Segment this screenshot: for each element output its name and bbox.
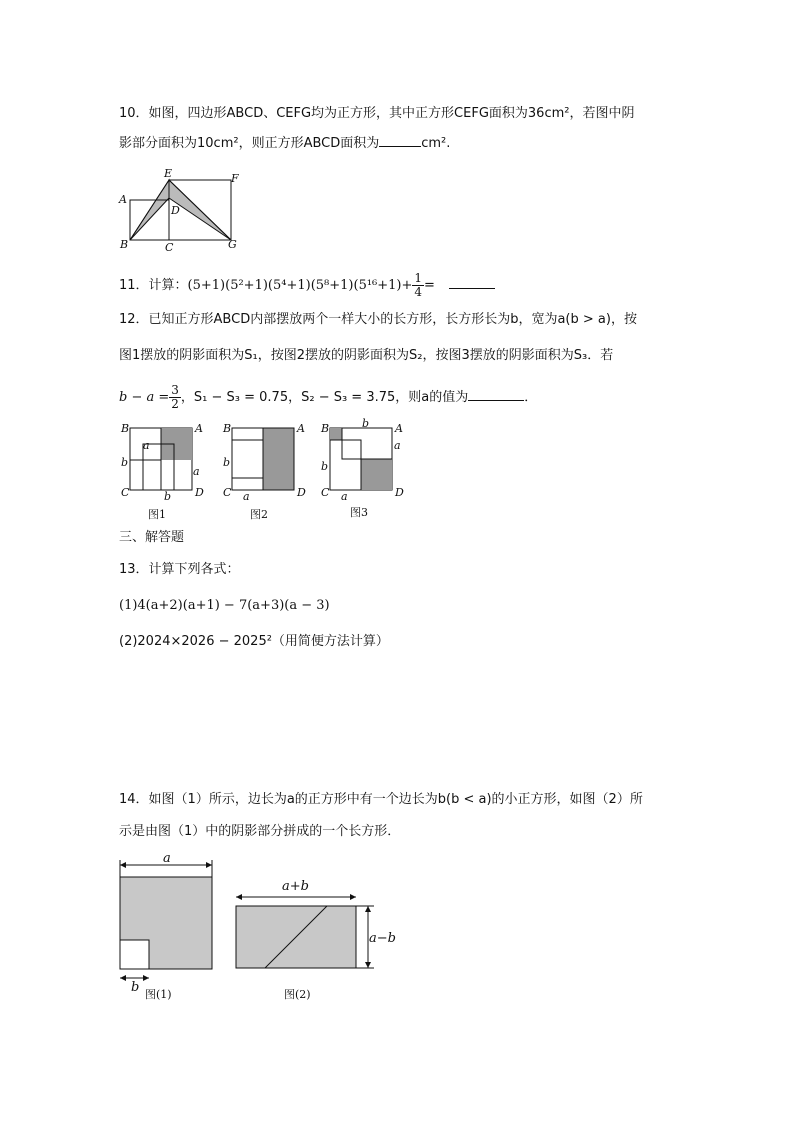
q12-bma: b − a = [119, 390, 170, 405]
fig2-caption: 图2 [250, 508, 268, 521]
q10-label-a: A [119, 193, 127, 206]
fig3-shade-topleft [330, 428, 342, 440]
fig14-1-arrow-b-left [120, 975, 126, 981]
fig14-1-small-square [120, 940, 149, 969]
fig3-label-b: B [321, 422, 330, 435]
q10-figure [118, 168, 248, 252]
fig3-caption: 图3 [350, 506, 368, 519]
fig14-2-arrow-tr [350, 894, 356, 900]
q12-frac-den: 2 [171, 397, 179, 411]
q11-expression: (5+1)(5²+1)(5⁴+1)(5⁸+1)(5¹⁶+1)+ [187, 278, 413, 293]
fig14-1-label-a: a [163, 851, 171, 866]
q12-frac-num: 3 [171, 383, 179, 397]
fig3-label-d: D [395, 486, 404, 499]
fig14-2-caption: 图(2) [284, 988, 311, 1001]
fig14-1-label-b: b [131, 980, 140, 995]
fig1-var-b1: b [121, 456, 129, 469]
q10-text-a: 影部分面积为10cm²，则正方形ABCD面积为 [119, 136, 380, 151]
q12-fraction [169, 384, 181, 411]
q12-end: ． [524, 390, 538, 405]
fig1-shade-2 [161, 444, 192, 460]
q14-line1: 14．如图（1）所示，边长为a的正方形中有一个边长为b(b < a)的小正方形，如图（2）所 [119, 792, 643, 807]
fig1-label-b: B [121, 422, 130, 435]
q12-figure3 [318, 418, 408, 522]
q14-figure2 [228, 852, 398, 1002]
fig1-caption: 图1 [148, 508, 166, 521]
fig3-label-a: A [395, 422, 403, 435]
q10-answer-blank [379, 134, 421, 147]
fig3-var-b-left: b [321, 460, 329, 473]
fig14-2-arrow-tl [236, 894, 242, 900]
fig2-label-a: A [297, 422, 305, 435]
fig2-label-b: B [223, 422, 232, 435]
fig1-shade [161, 428, 192, 444]
fig14-2-label-amb: a−b [369, 931, 396, 946]
q13-part2: (2)2024×2026 − 2025²（用简便方法计算） [119, 634, 389, 649]
fig3-rect-top [342, 428, 392, 459]
q11-fraction [412, 272, 424, 299]
q10-line-be [130, 180, 169, 240]
q10-label-f: F [231, 172, 239, 185]
q11-line [119, 272, 495, 299]
q11-frac-den: 4 [414, 285, 423, 299]
section3-heading: 三、解答题 [119, 530, 185, 545]
fig1-var-a2: a [193, 465, 200, 478]
fig1-inner-small [143, 460, 161, 490]
q10-label-d: D [171, 204, 180, 217]
fig2-var-a: a [243, 490, 250, 503]
fig14-2-arrow-rt [365, 906, 371, 912]
fig14-2-label-apb: a+b [282, 879, 309, 894]
fig1-label-d: D [195, 486, 204, 499]
q12-conditions: ，S₁ − S₃ = 0.75，S₂ − S₃ = 3.75，则a的值为 [180, 390, 469, 405]
q12-figure1 [118, 420, 208, 524]
q14-figure1 [112, 852, 222, 1002]
q12-answer-blank [468, 388, 524, 401]
fig3-rect-left [330, 440, 361, 490]
fig3-shade-bottomright [361, 459, 392, 490]
fig3-var-a-right: a [394, 439, 401, 452]
fig14-1-caption: 图(1) [145, 988, 172, 1001]
q12-line3 [119, 384, 537, 411]
q10-text-b: cm². [421, 136, 451, 151]
q10-label-g: G [228, 238, 237, 251]
fig1-var-a1: a [143, 439, 150, 452]
q13-title: 13．计算下列各式： [119, 562, 240, 577]
q14-line2: 示是由图（1）中的阴影部分拼成的一个长方形． [119, 824, 401, 839]
fig3-var-b-top: b [362, 417, 370, 430]
fig14-2-arrow-rb [365, 962, 371, 968]
fig1-label-a: A [195, 422, 203, 435]
fig1-var-b2: b [164, 490, 172, 503]
q11-answer-blank [449, 276, 495, 289]
fig2-rect-left [232, 428, 263, 490]
fig2-shade [263, 428, 294, 490]
fig2-label-c: C [223, 486, 232, 499]
fig2-label-d: D [297, 486, 306, 499]
fig2-var-b: b [223, 456, 231, 469]
q12-line2: 图1摆放的阴影面积为S₁，按图2摆放的阴影面积为S₂，按图3摆放的阴影面积为S₃．若 [119, 348, 614, 363]
fig3-var-a-bottom: a [341, 490, 348, 503]
q10-line2 [119, 134, 450, 154]
q11-equals: = [424, 278, 435, 293]
q11-frac-num: 1 [414, 271, 423, 285]
fig14-1-arrow-right [206, 862, 212, 868]
fig3-label-c: C [321, 486, 330, 499]
q11-prefix: 11．计算： [119, 278, 188, 293]
q13-part1: (1)4(a+2)(a+1) − 7(a+3)(a − 3) [119, 598, 330, 613]
fig1-label-c: C [121, 486, 130, 499]
q10-line1: 10．如图，四边形ABCD、CEFG均为正方形，其中正方形CEFG面积为36cm²，若图中阴 [119, 106, 635, 121]
q10-label-c: C [165, 241, 174, 254]
fig14-1-arrow-left [120, 862, 126, 868]
q12-line1: 12．已知正方形ABCD内部摆放两个一样大小的长方形，长方形长为b，宽为a(b > a)，按 [119, 312, 637, 327]
q10-label-e: E [164, 167, 173, 180]
q10-label-b: B [120, 238, 129, 251]
q12-figure2 [220, 420, 310, 524]
fig14-1-arrow-b-right [143, 975, 149, 981]
